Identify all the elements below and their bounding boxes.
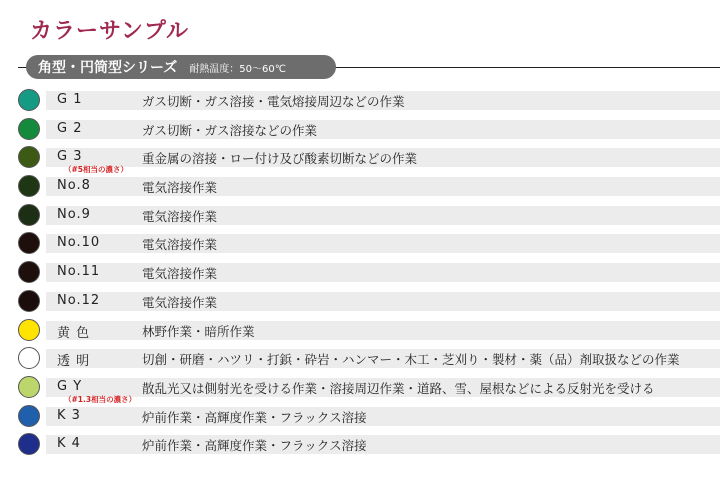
color-sample-row	[0, 346, 720, 375]
color-code: G 3	[57, 149, 83, 165]
color-sample-list	[0, 88, 720, 461]
usage-description: 電気溶接作業	[142, 294, 218, 310]
color-code: G 2	[57, 120, 83, 136]
color-code: 透 明	[57, 354, 91, 370]
color-sample-row	[0, 432, 720, 461]
usage-description: 重金属の溶接・ロー付け及び酸素切断などの作業	[142, 151, 418, 167]
color-swatch	[18, 146, 40, 168]
series-name: 角型・円筒型シリーズ	[38, 60, 178, 76]
color-sample-row	[0, 404, 720, 433]
color-swatch	[18, 347, 40, 369]
color-sample-row	[0, 260, 720, 289]
color-code: No.9	[57, 206, 91, 222]
color-code: No.8	[57, 178, 91, 194]
color-sample-row	[0, 117, 720, 146]
usage-description: 炉前作業・高輝度作業・フラックス溶接	[142, 409, 367, 425]
color-code: G 1	[57, 92, 83, 107]
color-code: K 3	[57, 407, 81, 423]
color-sample-row	[0, 174, 720, 203]
usage-description: 林野作業・暗所作業	[142, 323, 255, 339]
color-swatch	[18, 118, 40, 140]
color-code: G Y	[57, 378, 83, 394]
usage-description: 電気溶接作業	[142, 266, 218, 282]
color-swatch	[18, 433, 40, 455]
usage-description: 電気溶接作業	[142, 208, 218, 224]
usage-description: 炉前作業・高輝度作業・フラックス溶接	[142, 438, 367, 454]
color-swatch	[18, 376, 40, 398]
color-sample-row	[0, 231, 720, 260]
color-sample-row	[0, 318, 720, 347]
color-sample-row	[0, 88, 720, 117]
color-swatch	[18, 405, 40, 427]
color-sample-row	[0, 289, 720, 318]
series-header	[26, 55, 336, 79]
color-swatch	[18, 319, 40, 341]
color-code: 黄 色	[57, 325, 91, 341]
color-code: K 4	[57, 436, 81, 452]
color-swatch	[18, 232, 40, 254]
usage-description: ガス切断・ガス溶接・電気熔接周辺などの作業	[142, 94, 405, 109]
color-swatch	[18, 89, 40, 111]
usage-description: 散乱光又は側射光を受ける作業・溶接周辺作業・道路、雪、屋根などによる反射光を受ける	[142, 380, 655, 396]
color-sample-row	[0, 203, 720, 232]
usage-description: 電気溶接作業	[142, 180, 218, 196]
color-sample-row	[0, 145, 720, 174]
color-swatch	[18, 290, 40, 312]
color-swatch	[18, 175, 40, 197]
page-title: カラーサンプル	[30, 19, 190, 44]
usage-description: 電気溶接作業	[142, 237, 218, 253]
shade-note: （#5相当の濃さ）	[64, 165, 129, 175]
series-temperature: 耐熱温度：50〜60℃	[189, 63, 286, 75]
usage-description: ガス切断・ガス溶接などの作業	[142, 122, 318, 138]
color-swatch	[18, 204, 40, 226]
color-code: No.10	[57, 235, 101, 251]
shade-note: （#1.3相当の濃さ）	[64, 394, 137, 404]
color-swatch	[18, 261, 40, 283]
color-code: No.11	[57, 264, 101, 280]
color-code: No.12	[57, 292, 101, 308]
usage-description: 切創・研磨・ハツリ・打鋲・砕岩・ハンマー・木工・芝刈り・製材・薬（品）剤取扱などの作業	[142, 352, 680, 368]
color-sample-row	[0, 375, 720, 404]
